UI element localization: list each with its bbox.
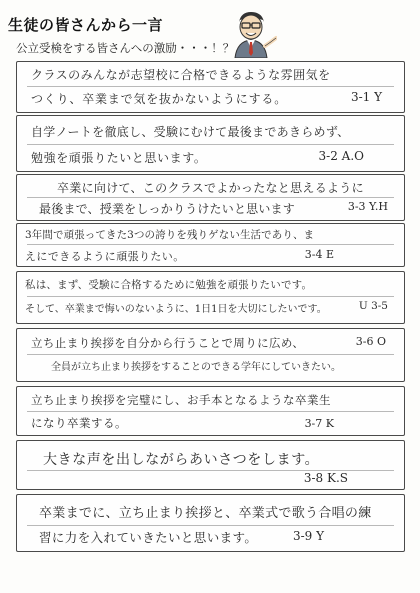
ruled-line: [27, 197, 394, 198]
message-line: 卒業に向けて、このクラスでよかったなと思えるように: [57, 181, 364, 195]
message-box-8: [16, 440, 405, 490]
message-signature: 3-1 Y: [350, 90, 382, 104]
message-line: 私は、まず、受験に合格するために勉強を頑張りたいです。: [25, 279, 313, 291]
message-signature: 3-6 O: [355, 335, 386, 348]
message-line: 習に力を入れていきたいと思います。: [39, 530, 258, 545]
message-line: 勉強を頑張りたいと思います。: [31, 151, 207, 165]
ruled-line: [27, 86, 394, 87]
ruled-line: [27, 525, 394, 526]
message-line: クラスのみんなが志望校に合格できるような雰囲気を: [31, 68, 331, 82]
ruled-line: [27, 244, 394, 245]
message-box-5: [16, 271, 405, 324]
message-box-2: [16, 115, 405, 172]
message-signature: U 3-5: [358, 300, 388, 312]
message-line: 3年間で頑張ってきた3つの誇りを残りゲない生活であり、ま: [25, 229, 315, 241]
ruled-line: [27, 411, 394, 412]
message-signature: 3-7 K: [304, 417, 334, 430]
message-line: 自学ノートを徹底し、受験にむけて最後まであきらめず、: [31, 125, 350, 139]
message-box-1: [16, 61, 405, 113]
message-line: 立ち止まり挨拶を完璧にし、お手本となるような卒業生: [31, 393, 331, 407]
message-line: になり卒業する。: [31, 416, 127, 430]
message-line: 全員が立ち止まり挨拶をすることのできる学年にしていきたい。: [51, 362, 341, 373]
ruled-line: [27, 354, 394, 355]
ruled-line: [27, 144, 394, 145]
message-line: そして、卒業まで悔いのないように、1日1日を大切にしたいです。: [25, 304, 327, 315]
message-line: えにできるように頑張りたい。: [25, 250, 185, 263]
ruled-line: [27, 296, 394, 297]
teacher-avatar-icon: [225, 8, 277, 58]
message-box-9: [16, 494, 405, 552]
message-line: つくり、卒業まで気を抜かないようにする。: [31, 92, 288, 106]
message-line: 最後まで、授業をしっかりうけたいと思います: [39, 202, 295, 216]
message-box-3: [16, 174, 405, 221]
message-line: 大きな声を出しながらあいさつをします。: [43, 452, 320, 468]
page-title: 生徒の皆さんから一言: [8, 16, 164, 34]
message-line: 立ち止まり挨拶を自分から行うことで周りに広め、: [31, 336, 305, 350]
message-signature: 3-2 A.O: [318, 149, 364, 163]
message-box-6: [16, 328, 405, 382]
message-signature: 3-3 Y.H: [347, 200, 388, 213]
message-box-4: [16, 223, 405, 267]
message-signature: 3-9 Y: [292, 529, 324, 543]
page-subtitle: 公立受検をする皆さんへの激励・・・！？: [16, 41, 235, 55]
message-signature: 3-4 E: [304, 248, 334, 261]
message-box-7: [16, 386, 405, 436]
message-signature: 3-8 K.S: [303, 471, 348, 485]
message-line: 卒業までに、立ち止まり挨拶と、卒業式で歌う合唱の練: [39, 506, 372, 521]
